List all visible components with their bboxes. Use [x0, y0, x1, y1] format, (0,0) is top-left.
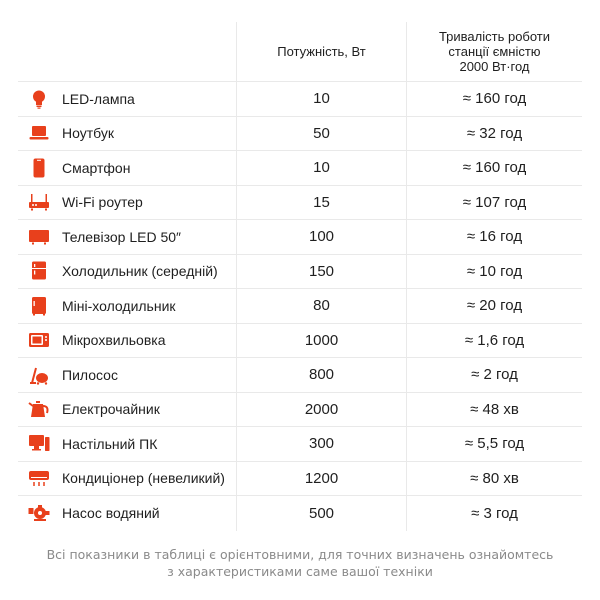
power-value: 100 [237, 220, 407, 254]
device-name: Кондиціонер (невеликий) [62, 470, 225, 487]
power-value: 500 [237, 496, 407, 531]
device-cell [18, 117, 237, 151]
device-name: Ноутбук [62, 125, 114, 142]
table-body [18, 82, 582, 531]
device-name: Телевізор LED 50″ [62, 228, 181, 245]
mini-fridge-icon [28, 295, 50, 317]
vacuum-cleaner-icon [28, 364, 50, 386]
runtime-value: ≈ 160 год [462, 159, 527, 177]
power-value: 150 [237, 255, 407, 289]
power-value: 50 [237, 117, 407, 151]
table-row [18, 393, 582, 428]
table-row [18, 117, 582, 152]
runtime-value: ≈ 20 год [466, 297, 523, 315]
device-cell [18, 427, 237, 461]
tv-icon [28, 226, 50, 248]
device-name: Смартфон [62, 159, 131, 176]
device-name: Wi-Fi роутер [62, 194, 143, 211]
air-conditioner-icon [28, 467, 50, 489]
table-header [18, 22, 582, 82]
laptop-icon [28, 122, 50, 144]
device-name: Пилосос [62, 366, 118, 383]
runtime-value: ≈ 2 год [471, 366, 518, 384]
table-row [18, 151, 582, 186]
power-value: 1000 [237, 324, 407, 358]
power-value: 300 [237, 427, 407, 461]
device-name: LED-лампа [62, 90, 135, 107]
header-power [237, 22, 407, 81]
runtime-value: ≈ 107 год [462, 193, 527, 211]
device-cell [18, 220, 237, 254]
device-cell [18, 496, 237, 531]
device-cell [18, 393, 237, 427]
device-name: Холодильник (середній) [62, 263, 218, 280]
runtime-value: ≈ 10 год [466, 262, 523, 280]
power-value: 2000 [237, 393, 407, 427]
device-cell [18, 186, 237, 220]
table-row [18, 427, 582, 462]
table-row [18, 255, 582, 290]
router-icon [28, 191, 50, 213]
table-row [18, 186, 582, 221]
power-value: 1200 [237, 462, 407, 496]
footnote-line-2: з характеристиками саме вашої техніки [167, 564, 433, 579]
device-name: Електрочайник [62, 401, 160, 418]
device-cell [18, 255, 237, 289]
header-runtime [407, 22, 582, 81]
device-name: Міні-холодильник [62, 297, 176, 314]
runtime-value: ≈ 3 год [471, 504, 518, 522]
power-value: 10 [237, 82, 407, 116]
header-power-label: Потужність, Вт [277, 44, 366, 59]
header-runtime-label: Тривалість роботи станції ємністю 2000 Вт·год [438, 29, 551, 74]
power-value: 80 [237, 289, 407, 323]
device-name: Мікрохвильовка [62, 332, 166, 349]
runtime-value: ≈ 5,5 год [464, 435, 525, 453]
device-name: Насос водяний [62, 505, 160, 522]
runtime-value: ≈ 1,6 год [464, 331, 525, 349]
device-cell [18, 324, 237, 358]
runtime-value: ≈ 48 хв [470, 400, 519, 418]
runtime-value: ≈ 32 год [466, 124, 523, 142]
fridge-icon [28, 260, 50, 282]
table-row [18, 220, 582, 255]
desktop-pc-icon [28, 433, 50, 455]
power-value: 10 [237, 151, 407, 185]
footnote-line-1: Всі показники в таблиці є орієнтовними, для точних визначень ознайомтесь [46, 547, 554, 562]
footnote [0, 546, 600, 580]
runtime-value: ≈ 16 год [466, 228, 523, 246]
table-row [18, 462, 582, 497]
table-row [18, 496, 582, 531]
power-table [18, 22, 582, 531]
table-row [18, 82, 582, 117]
power-value: 800 [237, 358, 407, 392]
runtime-value: ≈ 80 хв [470, 469, 519, 487]
table-row [18, 324, 582, 359]
device-cell [18, 289, 237, 323]
header-empty-cell [18, 22, 237, 81]
kettle-icon [28, 398, 50, 420]
runtime-value: ≈ 160 год [462, 90, 527, 108]
table-row [18, 289, 582, 324]
device-cell [18, 151, 237, 185]
table-row [18, 358, 582, 393]
device-name: Настільний ПК [62, 435, 158, 452]
device-cell [18, 358, 237, 392]
smartphone-icon [28, 157, 50, 179]
microwave-icon [28, 329, 50, 351]
water-pump-icon [28, 502, 50, 524]
power-value: 15 [237, 186, 407, 220]
device-cell [18, 462, 237, 496]
device-cell [18, 82, 237, 116]
lightbulb-icon [28, 88, 50, 110]
